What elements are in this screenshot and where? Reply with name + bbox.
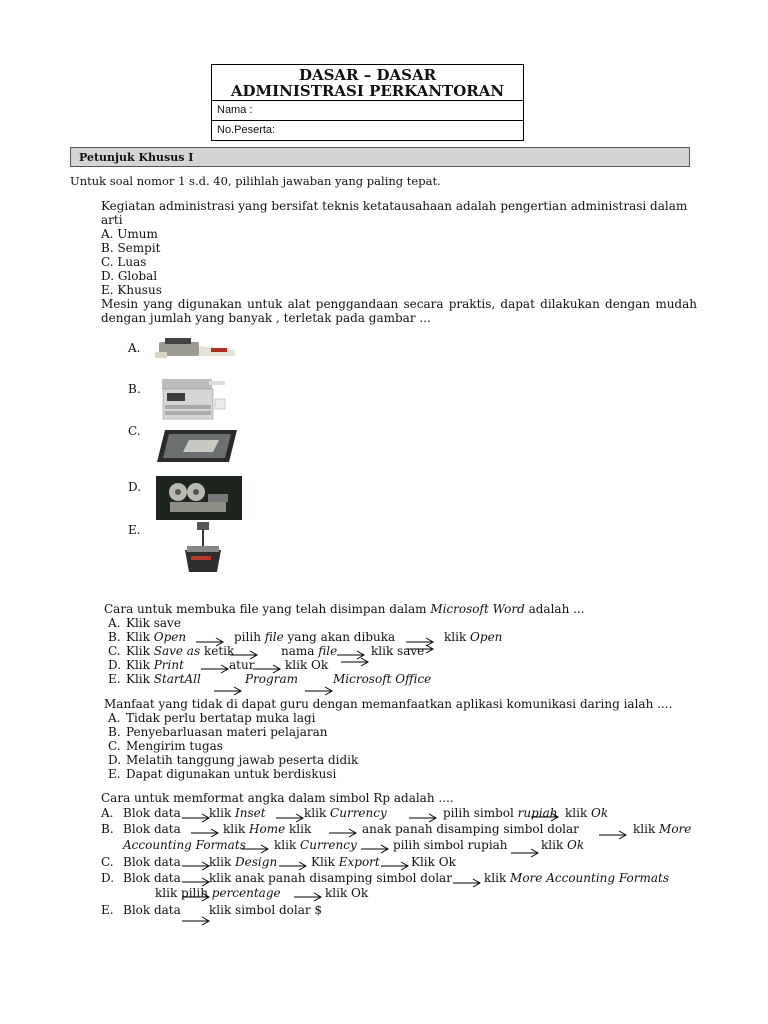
question-4-option-d[interactable]: [108, 753, 358, 767]
question-2-stem-line1: Mesin yang digunakan untuk alat penggandaan secara praktis, dapat dilakukan dengan mudah: [101, 297, 697, 311]
step-text: [633, 822, 691, 836]
arrow-right-icon: [598, 830, 628, 840]
step-text: klik: [209, 855, 236, 869]
step-text: klik: [633, 822, 660, 836]
step-text: [304, 806, 387, 820]
overhead-projector-image: [157, 520, 252, 574]
instruction-text: Untuk soal nomor 1 s.d. 40, pilihlah jawaban yang paling tepat.: [70, 174, 441, 188]
question-5-option-e[interactable]: [101, 903, 701, 917]
exam-title-line1: DASAR – DASAR: [298, 66, 437, 84]
question-3-option-a[interactable]: [108, 616, 181, 630]
question-3-stem-pre: Cara untuk membuka file yang telah disimpan dalam: [104, 602, 431, 616]
question-4-option-a[interactable]: [108, 711, 358, 725]
step-text: klik anak panah disamping simbol dolar: [209, 871, 452, 885]
arrow-right-icon: [181, 916, 211, 926]
step-text: klik: [274, 838, 301, 852]
step-text: [209, 806, 266, 820]
step-text: [311, 855, 380, 869]
arrow-right-icon: [195, 637, 225, 647]
nama-field[interactable]: Nama :: [212, 100, 523, 120]
arrow-right-icon: [252, 664, 282, 674]
arrow-right-icon: [408, 813, 438, 823]
question-4-option-b[interactable]: [108, 725, 358, 739]
option-letter: D.: [101, 871, 115, 885]
step-text: [223, 822, 311, 836]
question-5-option-d-continued: [155, 886, 555, 900]
step-text: klik: [565, 806, 592, 820]
step-italic: Currency: [330, 806, 387, 820]
arrow-right-icon: [293, 892, 323, 902]
step-italic: percentage: [211, 886, 281, 900]
arrow-right-icon: [213, 686, 243, 696]
arrow-right-icon: [181, 813, 211, 823]
question-2-stem: [101, 297, 697, 325]
option-text: Penyebarluasan materi pelajaran: [126, 725, 328, 739]
photocopier-machine-image: [157, 375, 229, 420]
option-letter: B.: [101, 822, 114, 836]
step-text: [274, 838, 357, 852]
question-3-stem: [104, 602, 585, 616]
step-text: Blok data: [123, 903, 181, 917]
step-text: klik: [304, 806, 331, 820]
step-italic: Save as: [153, 644, 201, 658]
arrow-right-icon: [190, 828, 220, 838]
step-italic: Print: [153, 658, 184, 672]
arrow-right-icon: [181, 892, 211, 902]
option-text: Tidak perlu bertatap muka lagi: [126, 711, 316, 725]
question-2-stem-line2: dengan jumlah yang banyak , terletak pada gambar ...: [101, 311, 431, 325]
step-text: klik: [209, 806, 236, 820]
option-letter: D.: [108, 753, 122, 767]
step-text: klik: [223, 822, 250, 836]
step-text: Klik Ok: [411, 855, 456, 869]
step-text: Klik: [126, 644, 154, 658]
option-text: Dapat digunakan untuk berdiskusi: [126, 767, 337, 781]
exam-title-line2: ADMINISTRASI PERKANTORAN: [230, 82, 505, 100]
option-letter: B.: [108, 630, 121, 644]
step-text: [281, 644, 337, 658]
option-letter: C.: [108, 644, 121, 658]
option-text: Mengirim tugas: [126, 739, 223, 753]
question-1-option-b[interactable]: B. Sempit: [101, 241, 161, 255]
step-text: [484, 871, 669, 885]
arrow-right-icon: [530, 812, 560, 822]
step-italic: Open: [153, 630, 187, 644]
arrow-right-icon: [181, 861, 211, 871]
question-5: [101, 791, 454, 805]
option-letter: E.: [108, 767, 121, 781]
arrow-right-icon: [200, 664, 230, 674]
film-projector-image: [156, 476, 242, 520]
option-letter: C.: [101, 855, 114, 869]
step-text: yang akan dibuka: [283, 630, 396, 644]
step-text: [565, 806, 608, 820]
instruction-heading: Petunjuk Khusus I: [70, 147, 690, 167]
exam-title: [212, 65, 523, 100]
step-italic: Export: [338, 855, 380, 869]
step-italic: rupiah: [517, 806, 558, 820]
question-1-stem: Kegiatan administrasi yang bersifat teknis ketatausahaan adalah pengertian administrasi dalam arti: [101, 199, 688, 227]
step-italic: More Accounting Formats: [510, 871, 670, 885]
question-4-option-c[interactable]: [108, 739, 358, 753]
question-1: [101, 199, 697, 297]
arrow-right-icon: [181, 877, 211, 887]
option-letter: D.: [108, 658, 122, 672]
option-letter: B.: [108, 725, 121, 739]
step-italic: Program: [245, 672, 298, 686]
step-italic: Design: [235, 855, 278, 869]
question-3-stem-post: adalah ...: [524, 602, 585, 616]
question-2-option-b[interactable]: B.: [128, 382, 141, 396]
step-text: klik: [444, 630, 471, 644]
step-text: klik Ok: [325, 886, 369, 900]
step-text: pilih: [234, 630, 265, 644]
arrow-right-icon: [328, 828, 358, 838]
question-1-option-c[interactable]: C. Luas: [101, 255, 147, 269]
question-4-stem: Manfaat yang tidak di dapat guru dengan memanfaatkan aplikasi komunikasi daring ialah ....: [104, 697, 673, 711]
question-3-option-e[interactable]: [108, 672, 708, 686]
step-italic: More: [659, 822, 692, 836]
step-text: anak panah disamping simbol dolar: [362, 822, 579, 836]
step-text: [209, 855, 277, 869]
question-5-option-b-continued: [123, 838, 723, 852]
arrow-right-icon: [229, 650, 259, 660]
arrow-right-icon: [304, 686, 334, 696]
step-text: klik save: [371, 644, 425, 658]
arrow-right-icon: [405, 644, 435, 654]
question-2-option-a[interactable]: A.: [128, 341, 141, 355]
arrow-right-icon: [510, 848, 540, 858]
question-1-option-a[interactable]: A. Umum: [101, 227, 158, 241]
option-text: Melatih tanggung jawab peserta didik: [126, 753, 359, 767]
question-5-stem: Cara untuk memformat angka dalam simbol Rp adalah ....: [101, 791, 454, 805]
question-3-option-d[interactable]: [108, 658, 708, 672]
step-text: Blok data: [123, 806, 181, 820]
step-text: Klik: [126, 630, 154, 644]
step-text: [541, 838, 584, 852]
question-4: [104, 697, 672, 711]
question-4-option-e[interactable]: [108, 767, 358, 781]
step-italic: Inset: [235, 806, 266, 820]
question-1-option-e[interactable]: E. Khusus: [101, 283, 162, 297]
step-italic: Ok: [591, 806, 609, 820]
arrow-right-icon: [360, 844, 390, 854]
step-italic: Open: [470, 630, 503, 644]
step-text: Blok data: [123, 871, 181, 885]
step-text: pilih simbol rupiah: [393, 838, 508, 852]
step-italic: StartAll: [153, 672, 201, 686]
option-letter: A.: [108, 616, 121, 630]
question-2-option-d[interactable]: D.: [128, 480, 142, 494]
step-text: Blok data: [123, 855, 181, 869]
question-2-option-c[interactable]: C.: [128, 424, 141, 438]
step-text: pilih simbol: [443, 806, 518, 820]
step-text: klik: [484, 871, 511, 885]
option-letter: A.: [101, 806, 114, 820]
step-italic: Microsoft Office: [333, 672, 432, 686]
question-1-option-d[interactable]: D. Global: [101, 269, 158, 283]
step-italic: file: [318, 644, 338, 658]
arrow-right-icon: [340, 657, 370, 667]
step-text: klik pilih: [155, 886, 212, 900]
step-text: klik simbol dolar $: [209, 903, 323, 917]
arrow-right-icon: [240, 844, 270, 854]
exam-header-box: [211, 64, 524, 141]
option-letter: C.: [108, 739, 121, 753]
step-text: [444, 630, 502, 644]
arrow-right-icon: [275, 813, 305, 823]
step-italic: Ok: [567, 838, 585, 852]
flatbed-scanner-image: [155, 426, 239, 466]
step-italic: file: [264, 630, 284, 644]
step-text: ketik: [200, 644, 235, 658]
step-italic: Accounting Formats: [123, 838, 246, 852]
question-2-option-e[interactable]: E.: [128, 523, 141, 537]
step-text: Klik: [126, 672, 154, 686]
step-text: klik: [541, 838, 568, 852]
step-italic: Currency: [300, 838, 357, 852]
question-4-options: [108, 711, 358, 781]
step-text: nama: [281, 644, 319, 658]
step-text: klik Ok: [285, 658, 329, 672]
option-letter: E.: [101, 903, 114, 917]
question-3: [104, 602, 585, 616]
arrow-right-icon: [278, 861, 308, 871]
step-text: [234, 630, 395, 644]
arrow-right-icon: [380, 861, 410, 871]
option-letter: E.: [108, 672, 121, 686]
laminator-machine-image: [155, 332, 240, 362]
step-text: Klik: [126, 658, 154, 672]
step-text: klik: [285, 822, 312, 836]
arrow-right-icon: [452, 878, 482, 888]
no-peserta-field[interactable]: No.Peserta:: [212, 120, 523, 140]
option-letter: A.: [108, 711, 121, 725]
step-text: Blok data: [123, 822, 181, 836]
step-text: atur: [229, 658, 255, 672]
question-3-stem-italic: Microsoft Word: [430, 602, 525, 616]
step-text: Klik: [311, 855, 339, 869]
step-italic: Home: [249, 822, 286, 836]
option-text: Klik save: [126, 616, 181, 630]
